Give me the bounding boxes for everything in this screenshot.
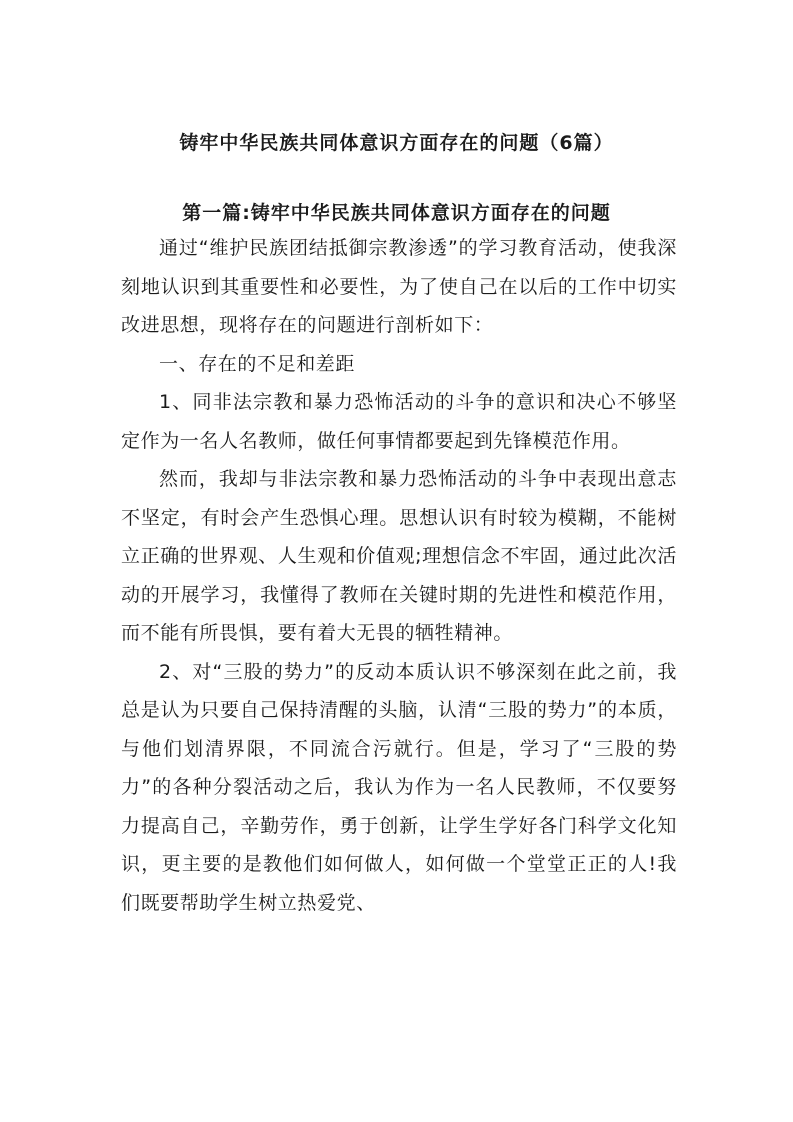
paragraph: 1、同非法宗教和暴力恐怖活动的斗争的意识和决心不够坚定作为一名人名教师，做任何事情都要起到先锋模范作用。 (121, 391, 677, 452)
document-title: 铸牢中华民族共同体意识方面存在的问题（6篇） (179, 132, 614, 154)
paragraph: 通过“维护民族团结抵御宗教渗透”的学习教育活动，使我深刻地认识到其重要性和必要性，为了使自己在以后的工作中切实改进思想，现将存在的问题进行剖析如下： (121, 237, 677, 336)
document-body (121, 229, 677, 922)
section-title: 第一篇:铸牢中华民族共同体意识方面存在的问题 (182, 202, 611, 224)
paragraph: 一、存在的不足和差距 (159, 352, 356, 375)
paragraph: 2、对“三股的势力”的反动本质认识不够深刻在此之前，我总是认为只要自己保持清醒的头脑，认清“三股的势力”的本质，与他们划清界限，不同流合污就行。但是，学习了“三股的势力”的各种分裂活动之后，我认为作为一名人民教师，不仅要努力提高自己，辛勤劳作，勇于创新，让学生学好各门科学文化知识，更主要的是教他们如何做人，如何做一个堂堂正正的人!我们既要帮助学生树立热爱党、 (121, 660, 677, 914)
paragraph: 然而，我却与非法宗教和暴力恐怖活动的斗争中表现出意志不坚定，有时会产生恐惧心理。思想认识有时较为模糊，不能树立正确的世界观、人生观和价值观;理想信念不牢固，通过此次活动的开展学习，我懂得了教师在关键时期的先进性和模范作用，而不能有所畏惧，要有着大无畏的牺牲精神。 (121, 468, 677, 644)
